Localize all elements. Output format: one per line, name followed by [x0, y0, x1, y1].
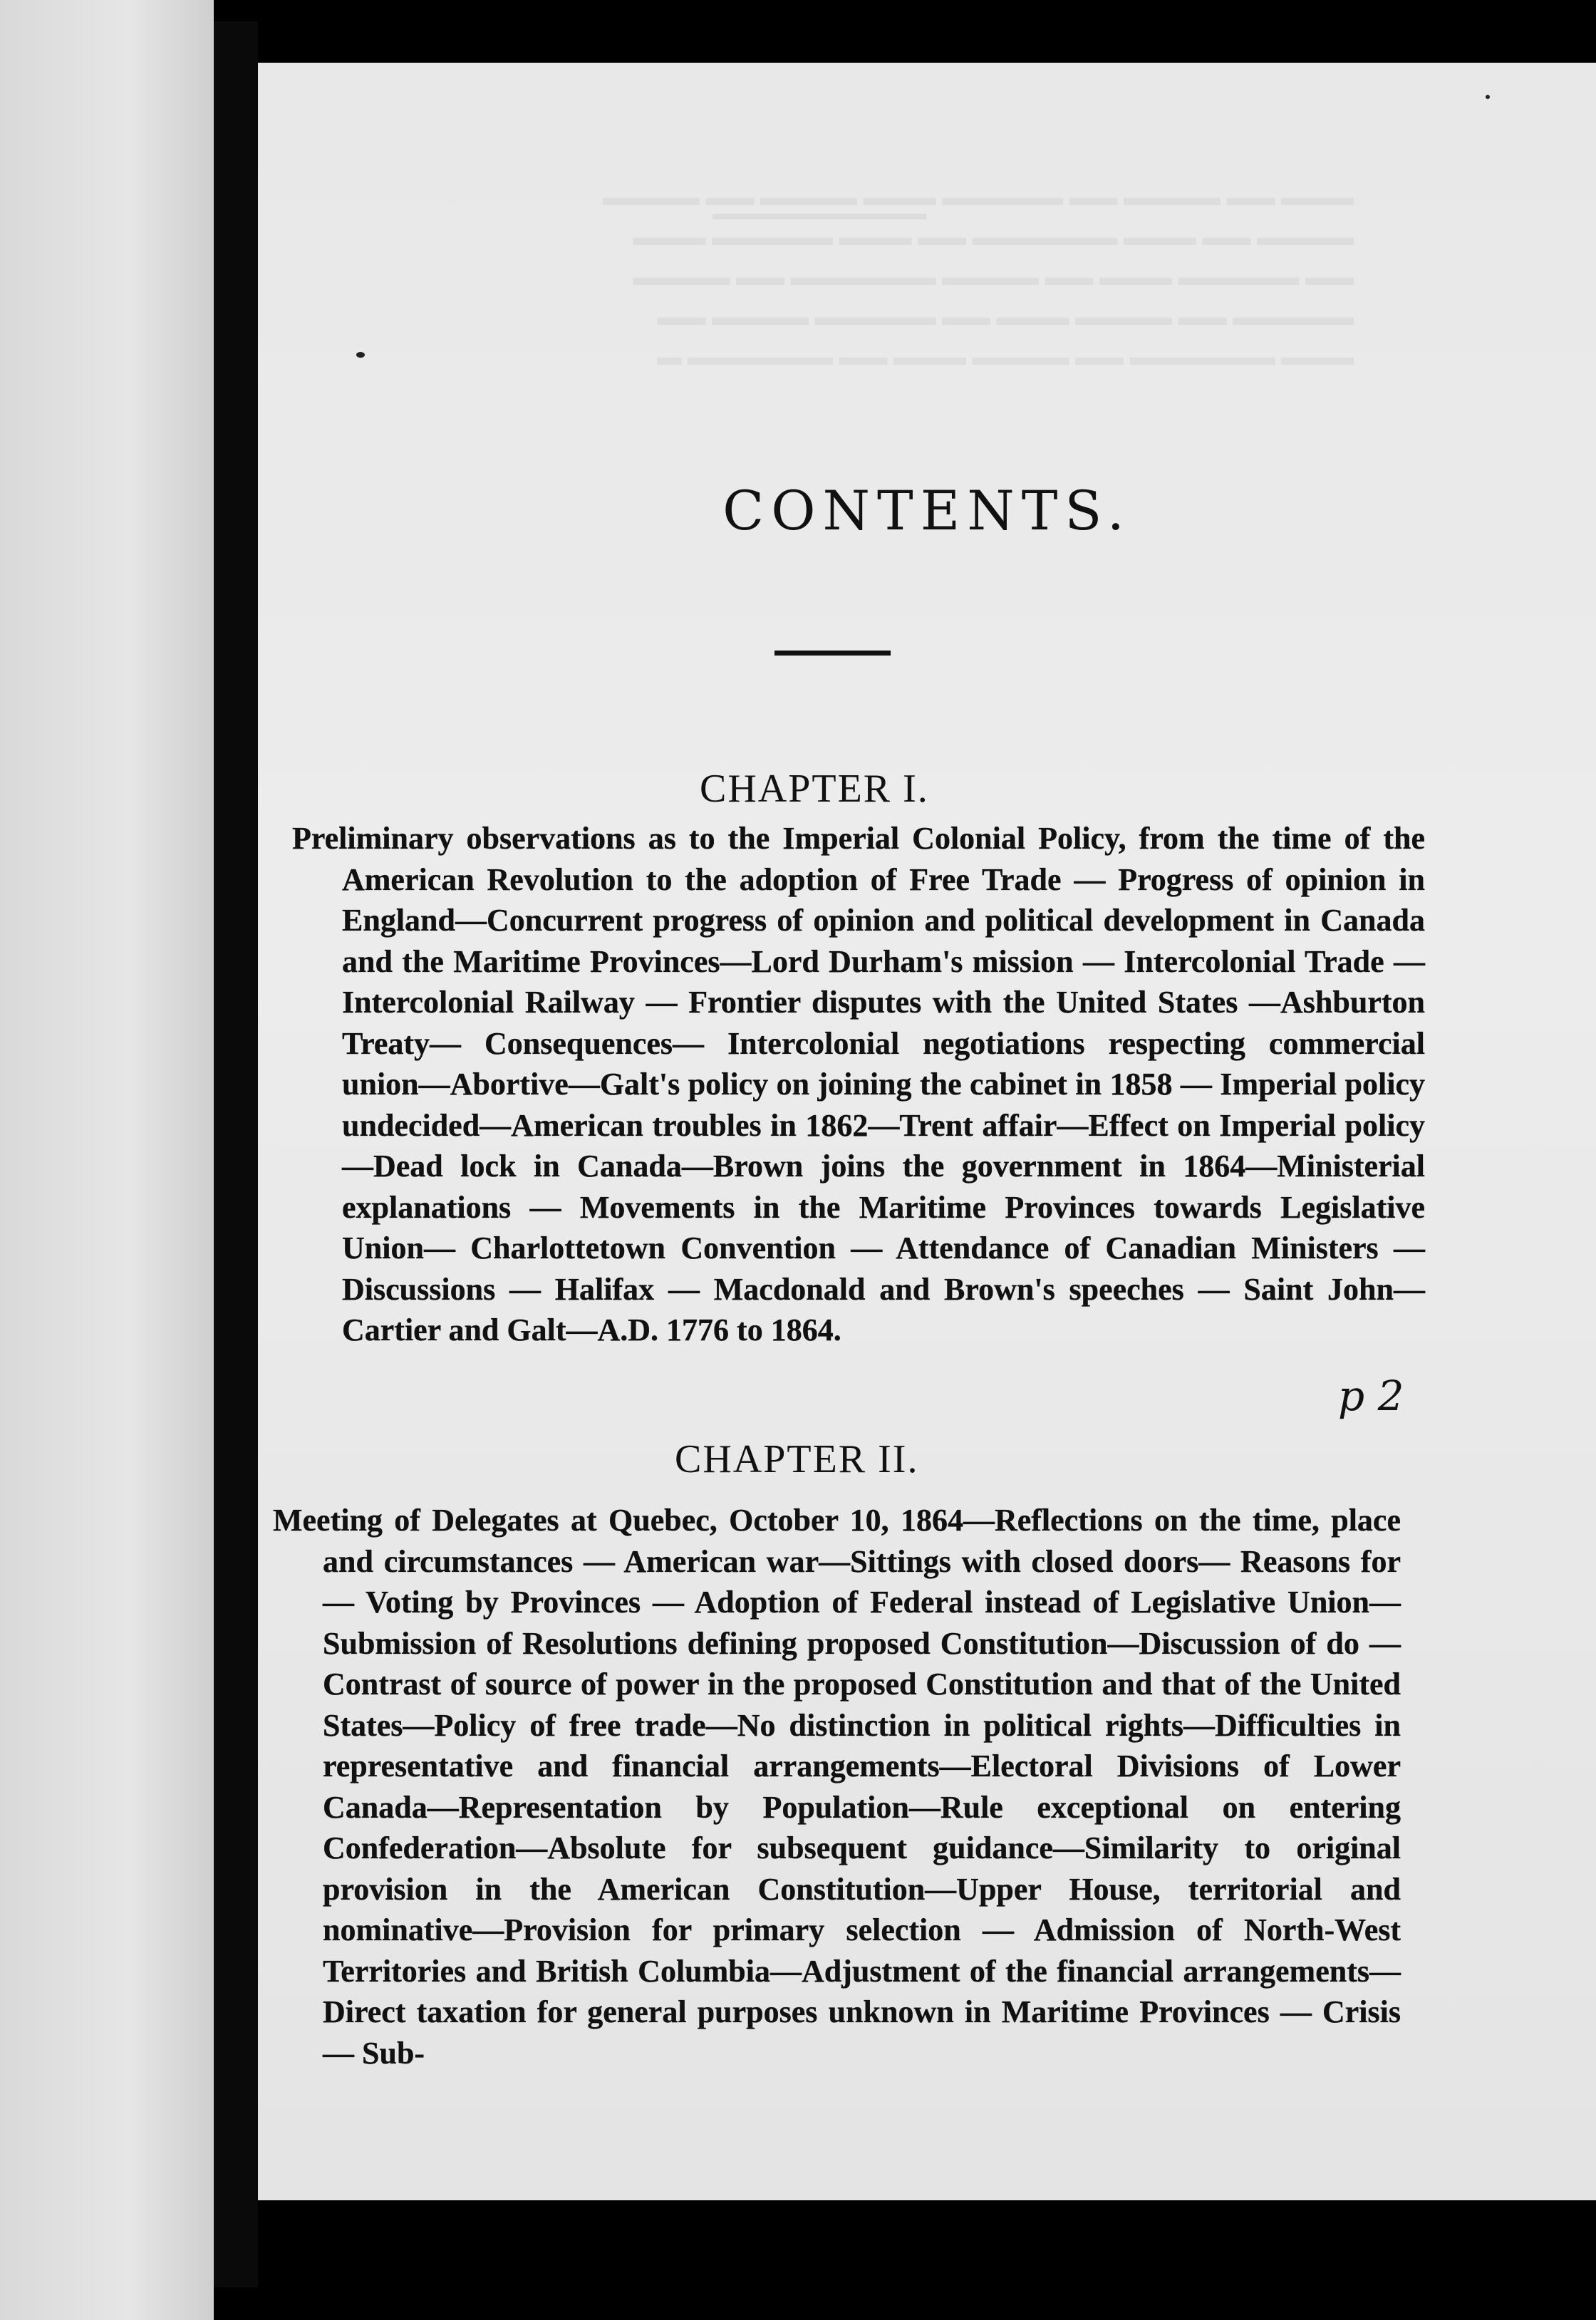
chapter-2-summary: Meeting of Delegates at Quebec, October 10, 1864—Reflections on the time, place and circumstances — American war—Sittings with closed doors— Reasons for — Voting by Provinces — Adoption of Federal instead of Legislative Union—Submission of Resolutions defining proposed Constitution—Discussion of do — Contrast of source of power in the proposed Constitution and that of the United States—Policy of free trade—No distinction in political rights—Difficulties in representative and financial arrangements—Electoral Divisions of Lower Canada—Representation by Population—Rule exceptional on entering Confederation—Absolute for subsequent guidance—Similarity to original provision in the American Constitution—Upper House, territorial and nominative—Provision for primary selection — Admission of North-West Territories and British Columbia—Adjustment of the financial arrangements—Direct taxation for general purposes unknown in Maritime Provinces — Crisis — Sub-	[273, 1503, 1401, 2071]
faint-running-head	[712, 214, 926, 219]
ink-speck	[356, 352, 365, 358]
book-gutter	[214, 21, 258, 2287]
title-rule	[774, 651, 891, 656]
handwritten-margin-note: p 2	[1338, 1372, 1404, 1420]
chapter-1-summary: Preliminary observations as to the Imperial Colonial Policy, from the time of the American Revolution to the adoption of Free Trade — Progress of opinion in England—Concurrent progress of opinion and political development in Canada and the Maritime Provinces—Lord Durham's mission — Intercolonial Trade — Intercolonial Railway — Frontier disputes with the United States —Ashburton Treaty— Consequences— Intercolonial negotiations respecting commercial union—Abortive—Galt's policy on joining the cabinet in 1858 — Imperial policy undecided—American troubles in 1862—Trent affair—Effect on Imperial policy—Dead lock in Canada—Brown joins the government in 1864—Ministerial explanations — Movements in the Maritime Provinces towards Legislative Union— Charlottetown Convention — Attendance of Canadian Ministers — Discussions — Halifax — Macdonald and Brown's speeches — Saint John— Cartier and Galt—A.D. 1776 to 1864.	[292, 821, 1425, 1347]
page-title: CONTENTS.	[722, 479, 1131, 542]
ink-speck	[1486, 95, 1490, 99]
chapter-1-heading: CHAPTER I.	[700, 767, 929, 811]
show-through-texture: ▬▬▬ ▬▬ ▬▬▬▬ ▬▬ ▬▬▬▬▬ ▬▬▬ ▬▬▬▬ ▬▬ ▬▬▬▬ ▬▬▬▬ ▬▬ ▬▬▬ ▬▬▬▬▬▬ ▬▬ ▬▬▬ ▬▬▬▬▬ ▬▬▬ ▬▬ ▬▬▬▬▬ ▬▬▬ ▬▬ ▬▬▬▬ ▬▬▬▬▬▬ ▬▬ ▬▬▬▬ ▬▬▬▬▬ ▬▬ ▬▬▬▬ ▬▬▬ ▬▬ ▬▬▬▬▬ ▬▬▬▬ ▬▬ ▬▬▬ ▬▬▬▬▬▬ ▬▬ ▬▬▬▬ ▬▬▬ ▬▬ ▬▬▬▬▬▬ ▬	[603, 185, 1354, 371]
chapter-2-heading: CHAPTER II.	[675, 1437, 919, 1481]
facing-page-edge	[0, 0, 214, 2320]
